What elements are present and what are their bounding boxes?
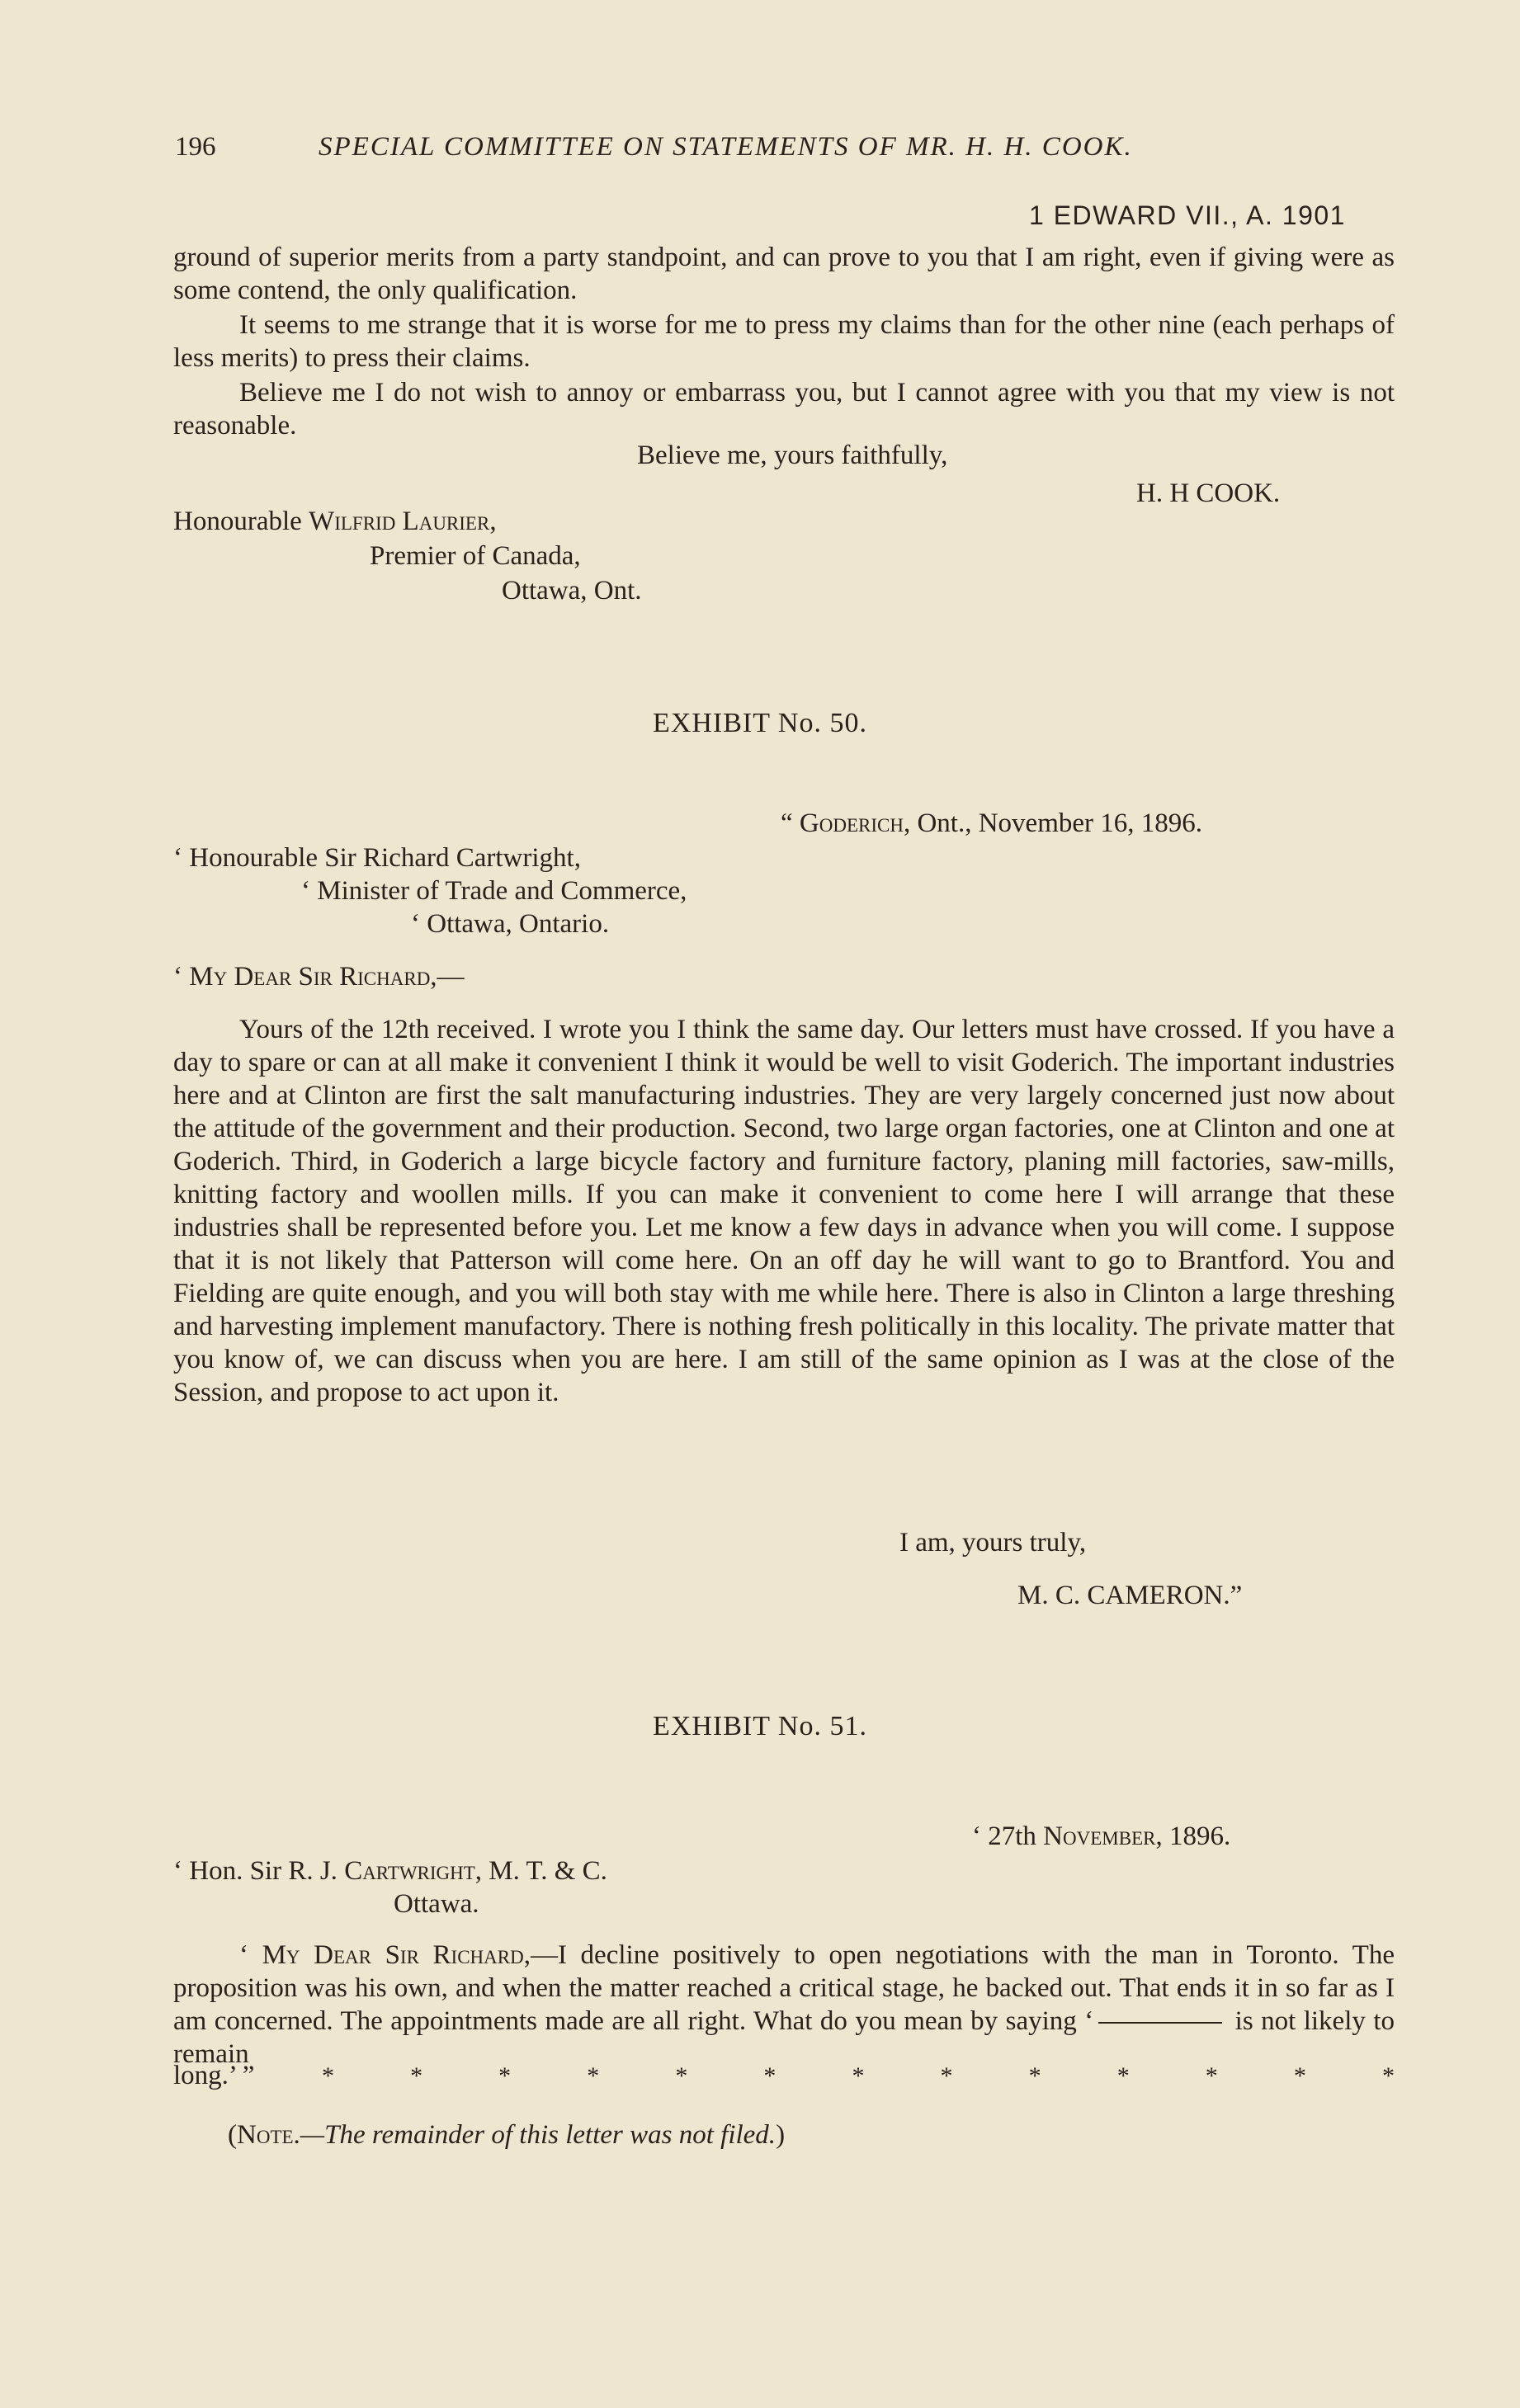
- letter-top-paragraph-3: Believe me I do not wish to annoy or embarrass you, but I cannot agree with you that my view is not reasonable.: [173, 378, 1395, 441]
- star-mark: *: [322, 2062, 334, 2090]
- exhibit-50-address-line-1: ‘ Honourable Sir Richard Cartwright,: [173, 843, 581, 873]
- dateline-day: ‘ 27th: [972, 1821, 1044, 1851]
- dateline-year: 1896.: [1162, 1821, 1231, 1851]
- blank-dash: [1098, 2022, 1222, 2024]
- letter-top-addressee-line-2: Premier of Canada,: [370, 541, 581, 571]
- exhibit-50-dateline: [781, 808, 1202, 839]
- letter-top-closing: Believe me, yours faithfully,: [637, 441, 948, 470]
- dateline-month: November,: [1043, 1821, 1163, 1851]
- ellipsis-stars: [322, 2062, 1395, 2090]
- star-mark: *: [410, 2062, 423, 2090]
- star-mark: *: [852, 2062, 865, 2090]
- star-mark: *: [1381, 2062, 1395, 2090]
- addressee-honorific: Honourable: [173, 507, 309, 536]
- exhibit-50-signature: M. C. CAMERON.”: [1017, 1581, 1243, 1610]
- star-mark: *: [587, 2062, 600, 2090]
- letter-top-paragraph-2: It seems to me strange that it is worse for me to press my claims than for the other nine (each perhaps of less merits) to press their claims.: [173, 310, 1395, 373]
- address-surname: Cartwright,: [344, 1856, 483, 1886]
- exhibit-50-title: EXHIBIT No. 50.: [653, 708, 867, 738]
- exhibit-51-body: [173, 1939, 1395, 2069]
- exhibit-51-dateline: [972, 1821, 1230, 1852]
- session-label: 1 EDWARD VII., A. 1901: [1029, 200, 1346, 230]
- note-close-paren: ): [776, 2120, 786, 2150]
- letter-top-signature: H. H COOK.: [1136, 478, 1281, 508]
- exhibit-50-body: Yours of the 12th received. I wrote you I think the same day. Our letters must have crossed. If you have a day to spare or can at all make it convenient I think it would be well to visit Goderich. The important industries here and at Clinton are first the salt manufacturing industries. They are very largely concerned just now about the attitude of the government and their production. Second, two large organ factories, one at Clinton and one at Goderich. Third, in Goderich a large bicycle factory and furniture factory, planing mill factories, saw-mills, knitting factory and woollen mills. If you can make it convenient to come here I will arrange that these industries shall be represented before you. Let me know a few days in advance when you will come. I suppose that it is not likely that Patterson will come here. On an off day he will want to go to Brantford. You and Fielding are quite enough, and you will both stay with me while here. There is also in Clinton a large threshing and harvesting implement manufactory. There is nothing fresh politically in this locality. The private matter that you know of, we can discuss when you are here. I am still of the same opinion as I was at the close of the Session, and propose to act upon it.: [173, 1015, 1395, 1407]
- exhibit-51-note: [228, 2120, 785, 2151]
- star-mark: *: [1116, 2062, 1130, 2090]
- star-mark: *: [1293, 2062, 1306, 2090]
- exhibit-50-address-line-3: ‘ Ottawa, Ontario.: [411, 909, 610, 939]
- star-mark: *: [763, 2062, 777, 2090]
- exhibit-51-body-tail: is not likely to remain: [173, 2006, 1395, 2069]
- letter-top-addressee-line-1: [173, 507, 497, 537]
- dateline-town: Goderich,: [799, 808, 911, 838]
- exhibit-50-salutation: ‘ My Dear Sir Richard,—: [173, 962, 465, 992]
- exhibit-50-closing: I am, yours truly,: [899, 1528, 1087, 1557]
- dateline-quote: “: [781, 808, 800, 838]
- star-mark: *: [675, 2062, 688, 2090]
- running-title: SPECIAL COMMITTEE ON STATEMENTS OF MR. H. H. COOK.: [319, 132, 1133, 162]
- exhibit-51-address-line-2: Ottawa.: [394, 1889, 479, 1919]
- exhibit-51-last-line: long.’ ”: [173, 2061, 255, 2090]
- address-prefix: ‘ Hon. Sir R. J.: [173, 1856, 345, 1886]
- star-mark: *: [940, 2062, 953, 2090]
- star-mark: *: [498, 2062, 512, 2090]
- note-text: —The remainder of this letter was not filed.: [300, 2120, 777, 2150]
- exhibit-51-title: EXHIBIT No. 51.: [653, 1711, 867, 1741]
- note-open-paren: (: [228, 2120, 237, 2150]
- star-mark: *: [1205, 2062, 1218, 2090]
- letter-top-addressee-line-3: Ottawa, Ont.: [502, 576, 642, 606]
- address-suffix: M. T. & C.: [482, 1856, 607, 1886]
- addressee-name: Wilfrid Laurier,: [309, 507, 497, 536]
- note-label: Note.: [237, 2120, 300, 2150]
- page-number: 196: [175, 132, 216, 162]
- exhibit-51-salutation: ‘ My Dear Sir Richard,: [239, 1940, 531, 1970]
- dateline-date: Ont., November 16, 1896.: [910, 808, 1203, 838]
- exhibit-50-address-line-2: ‘ Minister of Trade and Commerce,: [301, 876, 687, 906]
- letter-top-paragraph-1: ground of superior merits from a party standpoint, and can prove to you that I am right, even if giving were as some contend, the only qualification.: [173, 243, 1395, 305]
- exhibit-51-address-line-1: [173, 1856, 607, 1887]
- exhibit-51-body-text: —I decline positively to open negotiations with the man in Toronto. The proposition was his own, and when the matter reached a critical stage, he backed out. That ends it in so far as I am concerned. The appointments made are all right. What do you mean by saying ‘: [173, 1940, 1395, 2036]
- star-mark: *: [1028, 2062, 1041, 2090]
